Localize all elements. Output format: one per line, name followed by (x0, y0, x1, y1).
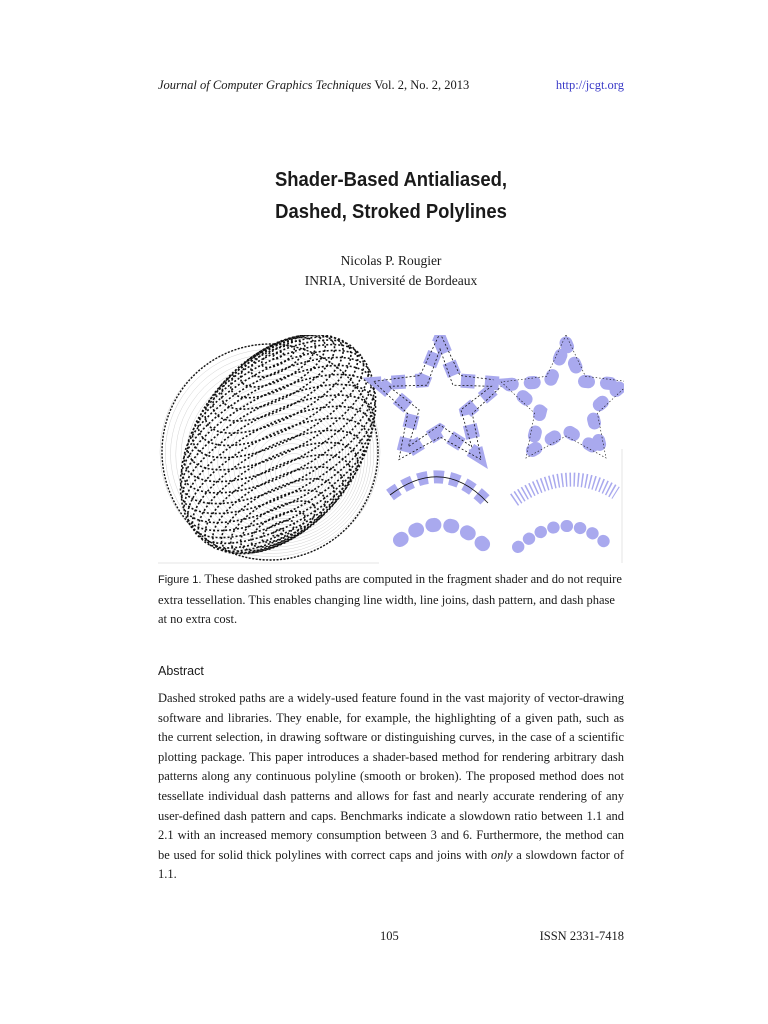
journal-url-link[interactable]: http://jcgt.org (555, 78, 624, 92)
abstract-body (158, 689, 624, 885)
dashed-star-round-caps (501, 335, 624, 458)
issn: ISSN 2331-7418 (539, 929, 624, 943)
figure-1-illustration (158, 335, 624, 565)
figure-label: Figure 1. (158, 574, 202, 586)
dashed-curve-illustrations (390, 477, 616, 547)
running-header (158, 78, 624, 96)
journal-volume: Vol. 2, No. 2, 2013 (374, 78, 470, 92)
journal-citation (158, 78, 469, 93)
page-number: 105 (380, 929, 399, 943)
abstract-emphasis: only (491, 847, 513, 862)
journal-name: Journal of Computer Graphics Techniques (158, 78, 372, 92)
title-line-2: Dashed, Stroked Polylines (275, 200, 507, 223)
author-affiliation: INRIA, Université de Bordeaux (304, 273, 478, 288)
figure-caption-text: These dashed stroked paths are computed in the fragment shader and do not require extra tessellation. This enables changing line width, line joins, dash pattern, and dash phase at no extra cost. (158, 572, 622, 626)
abstract-paragraph (158, 689, 624, 885)
paper-title (181, 164, 600, 228)
abstract-text: Dashed stroked paths are a widely-used feature found in the vast majority of vector-drawing software and libraries. They enable, for example, the highlighting of a given path, such as the current selection, in drawing software or distinguishing curves, in the case of a scientific plotting package. This paper introduces a shader-based method for rendering arbitrary dash patterns along any continuous polyline (smooth or broken). The proposed method does not tessellate individual dash patterns and allows for fast and nearly accurate rendering of any user-defined dash pattern and caps. Benchmarks indicate a slowdown ratio between 1.1 and 2.1 with an increased memory consumption between 3 and 6. Furthermore, the method can be used for solid thick polylines with correct caps and joins with (158, 691, 624, 862)
abstract-text-end: a slowdown factor of 1.1. (158, 847, 625, 882)
author-block (158, 251, 624, 291)
figure-caption (158, 570, 624, 630)
figure-1 (158, 335, 624, 565)
abstract-heading: Abstract (158, 664, 204, 678)
title-line-1: Shader-Based Antialiased, (274, 168, 508, 191)
dashed-star-thin-stroke (373, 335, 506, 460)
author-name: Nicolas P. Rougier (340, 253, 442, 268)
dashed-sphere-illustration (160, 335, 394, 565)
